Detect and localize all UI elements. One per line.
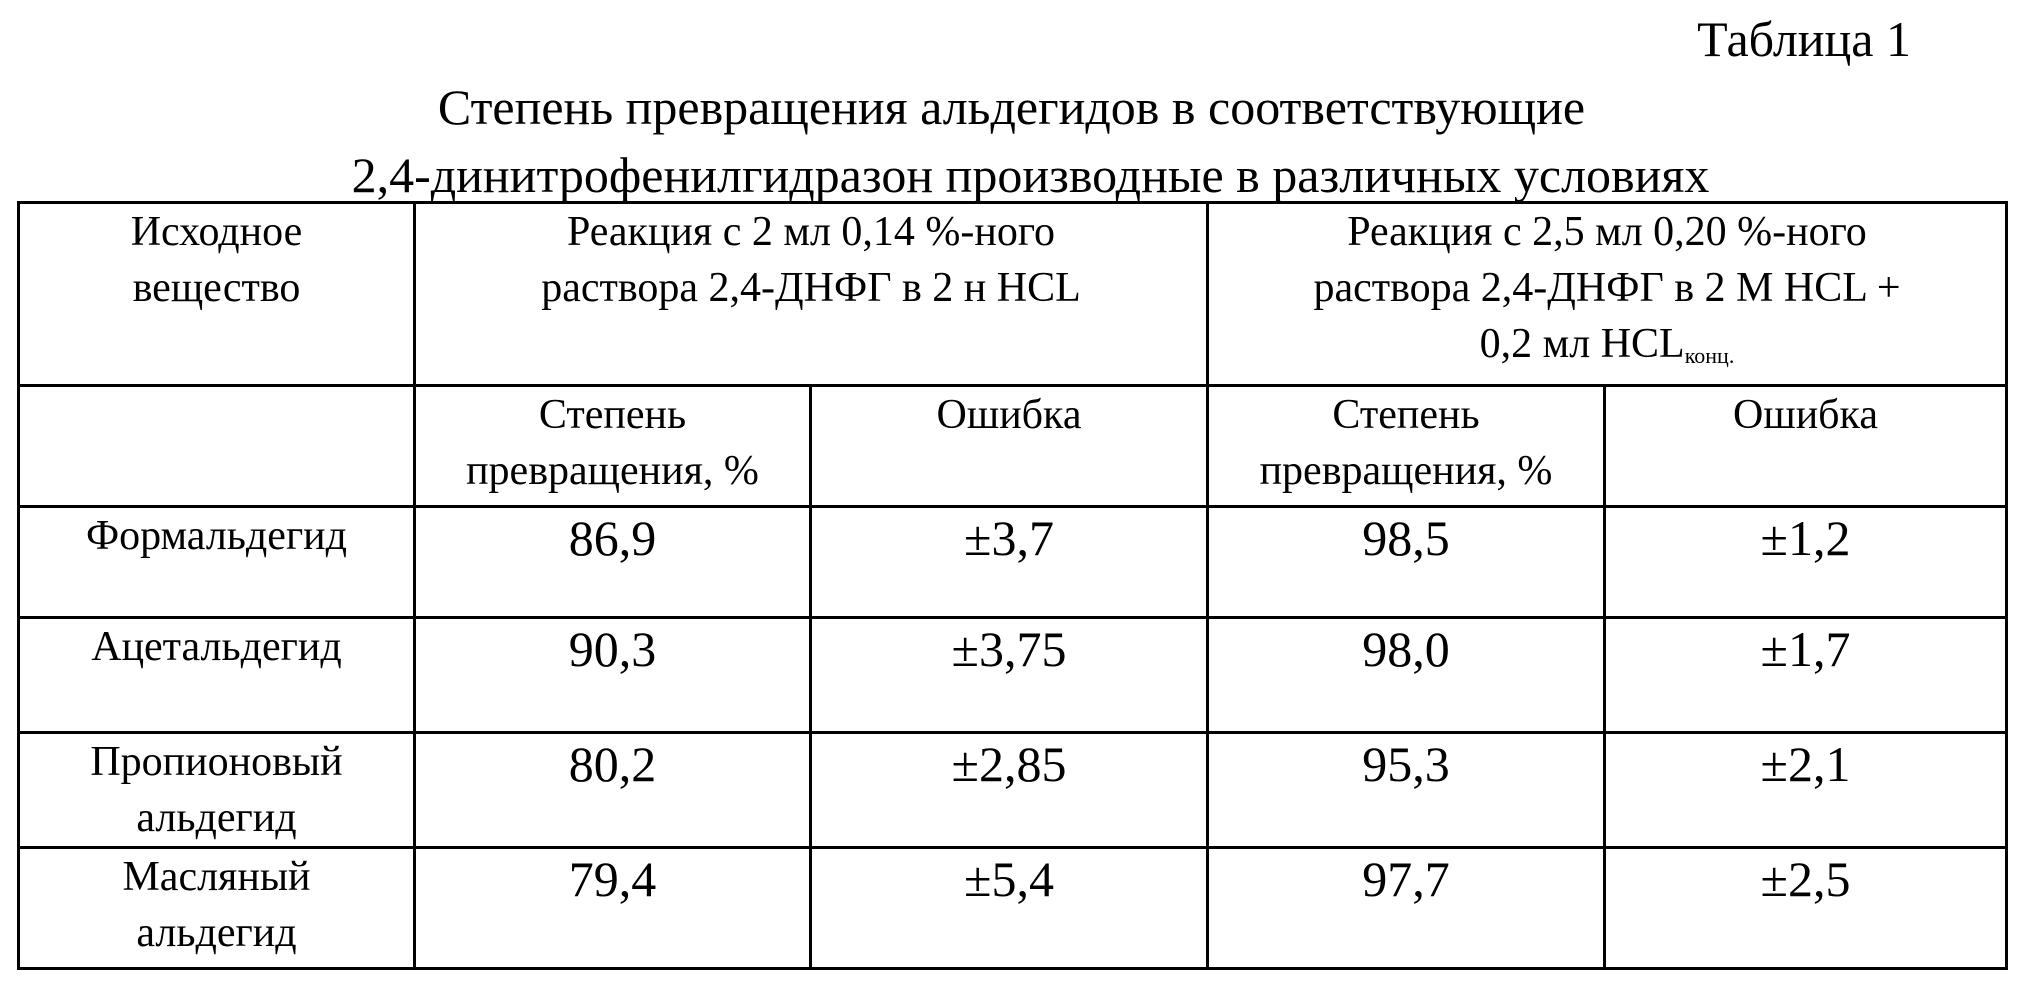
subheader-conversion-2-line-1: Степень <box>1332 392 1480 438</box>
header-row <box>19 203 2007 386</box>
header-condition-1 <box>415 203 1208 386</box>
subheader-error-2 <box>1605 386 2007 507</box>
row-substance-name-line-1: Масляный <box>122 854 311 900</box>
subheader-error-1 <box>811 386 1208 507</box>
row-error-2: ±2,1 <box>1605 733 2007 848</box>
subheader-row <box>19 386 2007 507</box>
row-substance-name-line-2: альдегид <box>136 910 297 956</box>
row-substance-name <box>19 733 415 848</box>
row-conversion-1: 79,4 <box>415 848 811 969</box>
table-number: Таблица 1 <box>1697 11 1911 67</box>
row-error-2: ±1,2 <box>1605 507 2007 618</box>
row-conversion-2: 95,3 <box>1208 733 1605 848</box>
row-conversion-2: 98,0 <box>1208 618 1605 733</box>
header-condition-2-subscript: конц. <box>1684 343 1735 368</box>
row-substance-name-line-1: Пропионовый <box>90 739 343 785</box>
subheader-error-2-label: Ошибка <box>1733 392 1878 438</box>
row-substance-name <box>19 618 415 733</box>
row-substance-name <box>19 848 415 969</box>
row-conversion-1: 80,2 <box>415 733 811 848</box>
header-substance <box>19 203 415 386</box>
header-condition-2-line-3 <box>1209 316 2005 384</box>
header-condition-2-line-3-main: 0,2 мл HCL <box>1479 321 1685 367</box>
row-conversion-1: 86,9 <box>415 507 811 618</box>
conversion-table <box>17 201 2008 970</box>
subheader-conversion-2-line-2: превращения, % <box>1259 448 1553 494</box>
row-error-1: ±3,7 <box>811 507 1208 618</box>
table-title-line-2: 2,4-динитрофенилгидразон производные в различных условиях <box>351 147 1710 203</box>
row-error-2: ±1,7 <box>1605 618 2007 733</box>
row-substance-name <box>19 507 415 618</box>
header-condition-2-line-1: Реакция с 2,5 мл 0,20 %-ного <box>1347 209 1867 255</box>
header-substance-line-1: Исходное <box>130 209 303 255</box>
row-error-1: ±3,75 <box>811 618 1208 733</box>
subheader-conversion-2 <box>1208 386 1605 507</box>
table-row <box>19 618 2007 733</box>
header-condition-1-line-2: раствора 2,4-ДНФГ в 2 н HCL <box>541 265 1081 311</box>
row-error-1: ±2,85 <box>811 733 1208 848</box>
row-substance-name-line-1: Ацетальдегид <box>91 624 342 670</box>
subheader-conversion-1-line-1: Степень <box>538 392 687 438</box>
header-condition-2 <box>1208 203 2007 386</box>
header-condition-2-line-2: раствора 2,4-ДНФГ в 2 М HCL + <box>1313 265 1901 311</box>
row-conversion-2: 98,5 <box>1208 507 1605 618</box>
table-row <box>19 848 2007 969</box>
subheader-error-1-label: Ошибка <box>936 392 1082 438</box>
row-substance-name-line-2: альдегид <box>136 795 297 841</box>
subheader-conversion-1 <box>415 386 811 507</box>
header-condition-1-line-1: Реакция с 2 мл 0,14 %-ного <box>566 209 1056 255</box>
row-conversion-1: 90,3 <box>415 618 811 733</box>
header-substance-line-2: вещество <box>132 265 301 311</box>
row-error-1: ±5,4 <box>811 848 1208 969</box>
table-row <box>19 507 2007 618</box>
subheader-empty-cell <box>19 386 415 507</box>
row-substance-name-line-1: Формальдегид <box>85 513 348 559</box>
table-title-line-1: Степень превращения альдегидов в соответствующие <box>437 79 1586 135</box>
table-row <box>19 733 2007 848</box>
row-conversion-2: 97,7 <box>1208 848 1605 969</box>
subheader-conversion-1-line-2: превращения, % <box>466 448 759 494</box>
row-error-2: ±2,5 <box>1605 848 2007 969</box>
